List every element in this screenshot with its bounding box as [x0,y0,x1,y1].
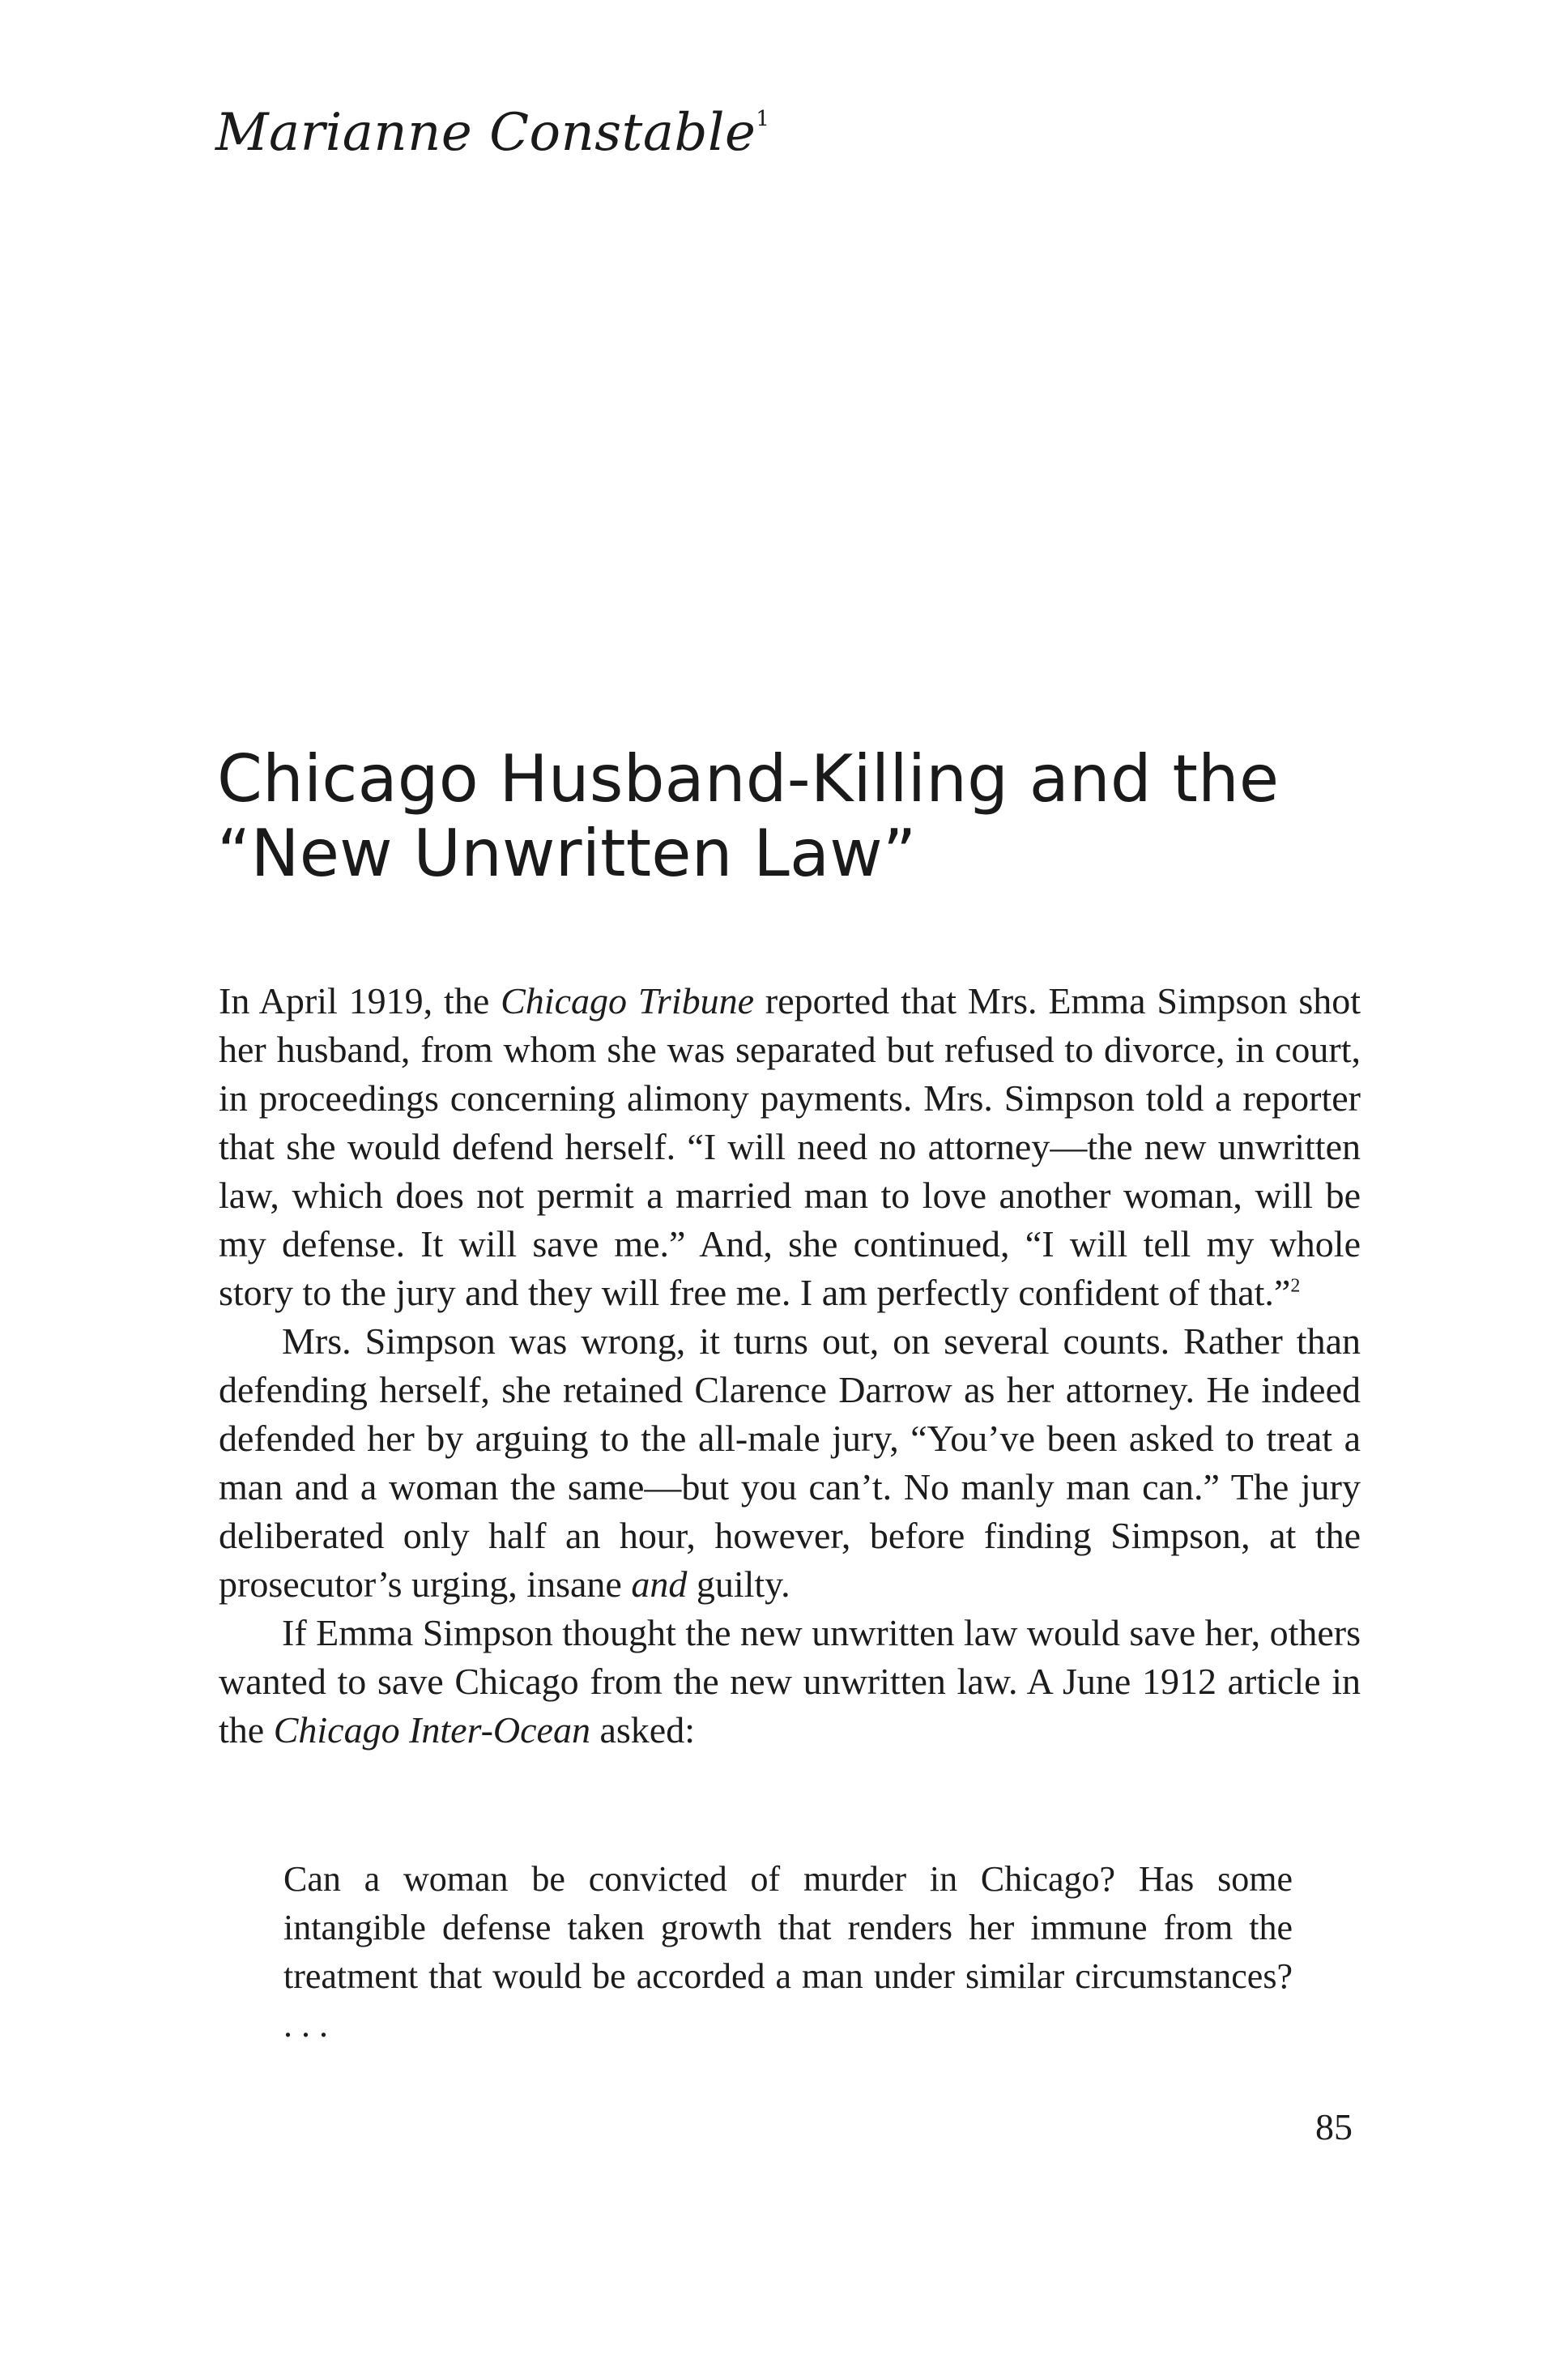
paragraph-2-italic-word: and [631,1563,688,1605]
block-quote [283,1855,1293,2049]
paragraph-1-italic-title: Chicago Tribune [501,980,755,1021]
page-number: 85 [1315,2106,1353,2147]
block-quote-text: Can a woman be convicted of murder in Chicago? Has some intangible defense taken growth that renders her immune from the treatment that would be accorded a man under similar circumstances? . . . [283,1859,1293,2045]
chapter-body [219,977,1361,1755]
chapter-title-line-1: Chicago Husband-Killing and the [217,740,1280,817]
paragraph-1-text-a: In April 1919, the [219,980,501,1021]
footnote-ref-2: 2 [1290,1275,1301,1297]
paragraph-3-text-b: asked: [590,1709,695,1751]
paragraph-3 [219,1609,1361,1755]
paragraph-3-italic-title: Chicago Inter-Ocean [273,1709,590,1751]
chapter-author [215,103,770,163]
author-name: Marianne Constable [215,103,756,163]
author-footnote-ref: 1 [756,107,770,131]
paragraph-3-text-a: If Emma Simpson thought the new unwritten law would save her, others wanted to save Chicago from the new unwritten law. A June 1912 article in the [219,1612,1361,1751]
chapter-title [217,742,1416,891]
paragraph-1-text-b: reported that Mrs. Emma Simpson shot her husband, from whom she was separated but refused to divorce, in court, in proceedings concerning alimony payments. Mrs. Simpson told a reporter that she would defend herself. “I will need no attorney—the new unwritten law, which does not permit a married man to love another woman, will be my defense. It will save me.” And, she continued, “I will tell my whole story to the jury and they will free me. I am perfectly confident of that.” [219,980,1361,1313]
chapter-title-line-2: “New Unwritten Law” [217,815,917,891]
paragraph-2-text-b: guilty. [687,1563,790,1605]
paragraph-1 [219,977,1361,1317]
paragraph-2 [219,1317,1361,1609]
paragraph-2-text-a: Mrs. Simpson was wrong, it turns out, on several counts. Rather than defending herself, she retained Clarence Darrow as her attorney. He indeed defended her by arguing to the all-male jury, “You’ve been asked to treat a man and a woman the same—but you can’t. No manly man can.” The jury deliberated only half an hour, however, before finding Simpson, at the prosecutor’s urging, insane [219,1320,1361,1605]
